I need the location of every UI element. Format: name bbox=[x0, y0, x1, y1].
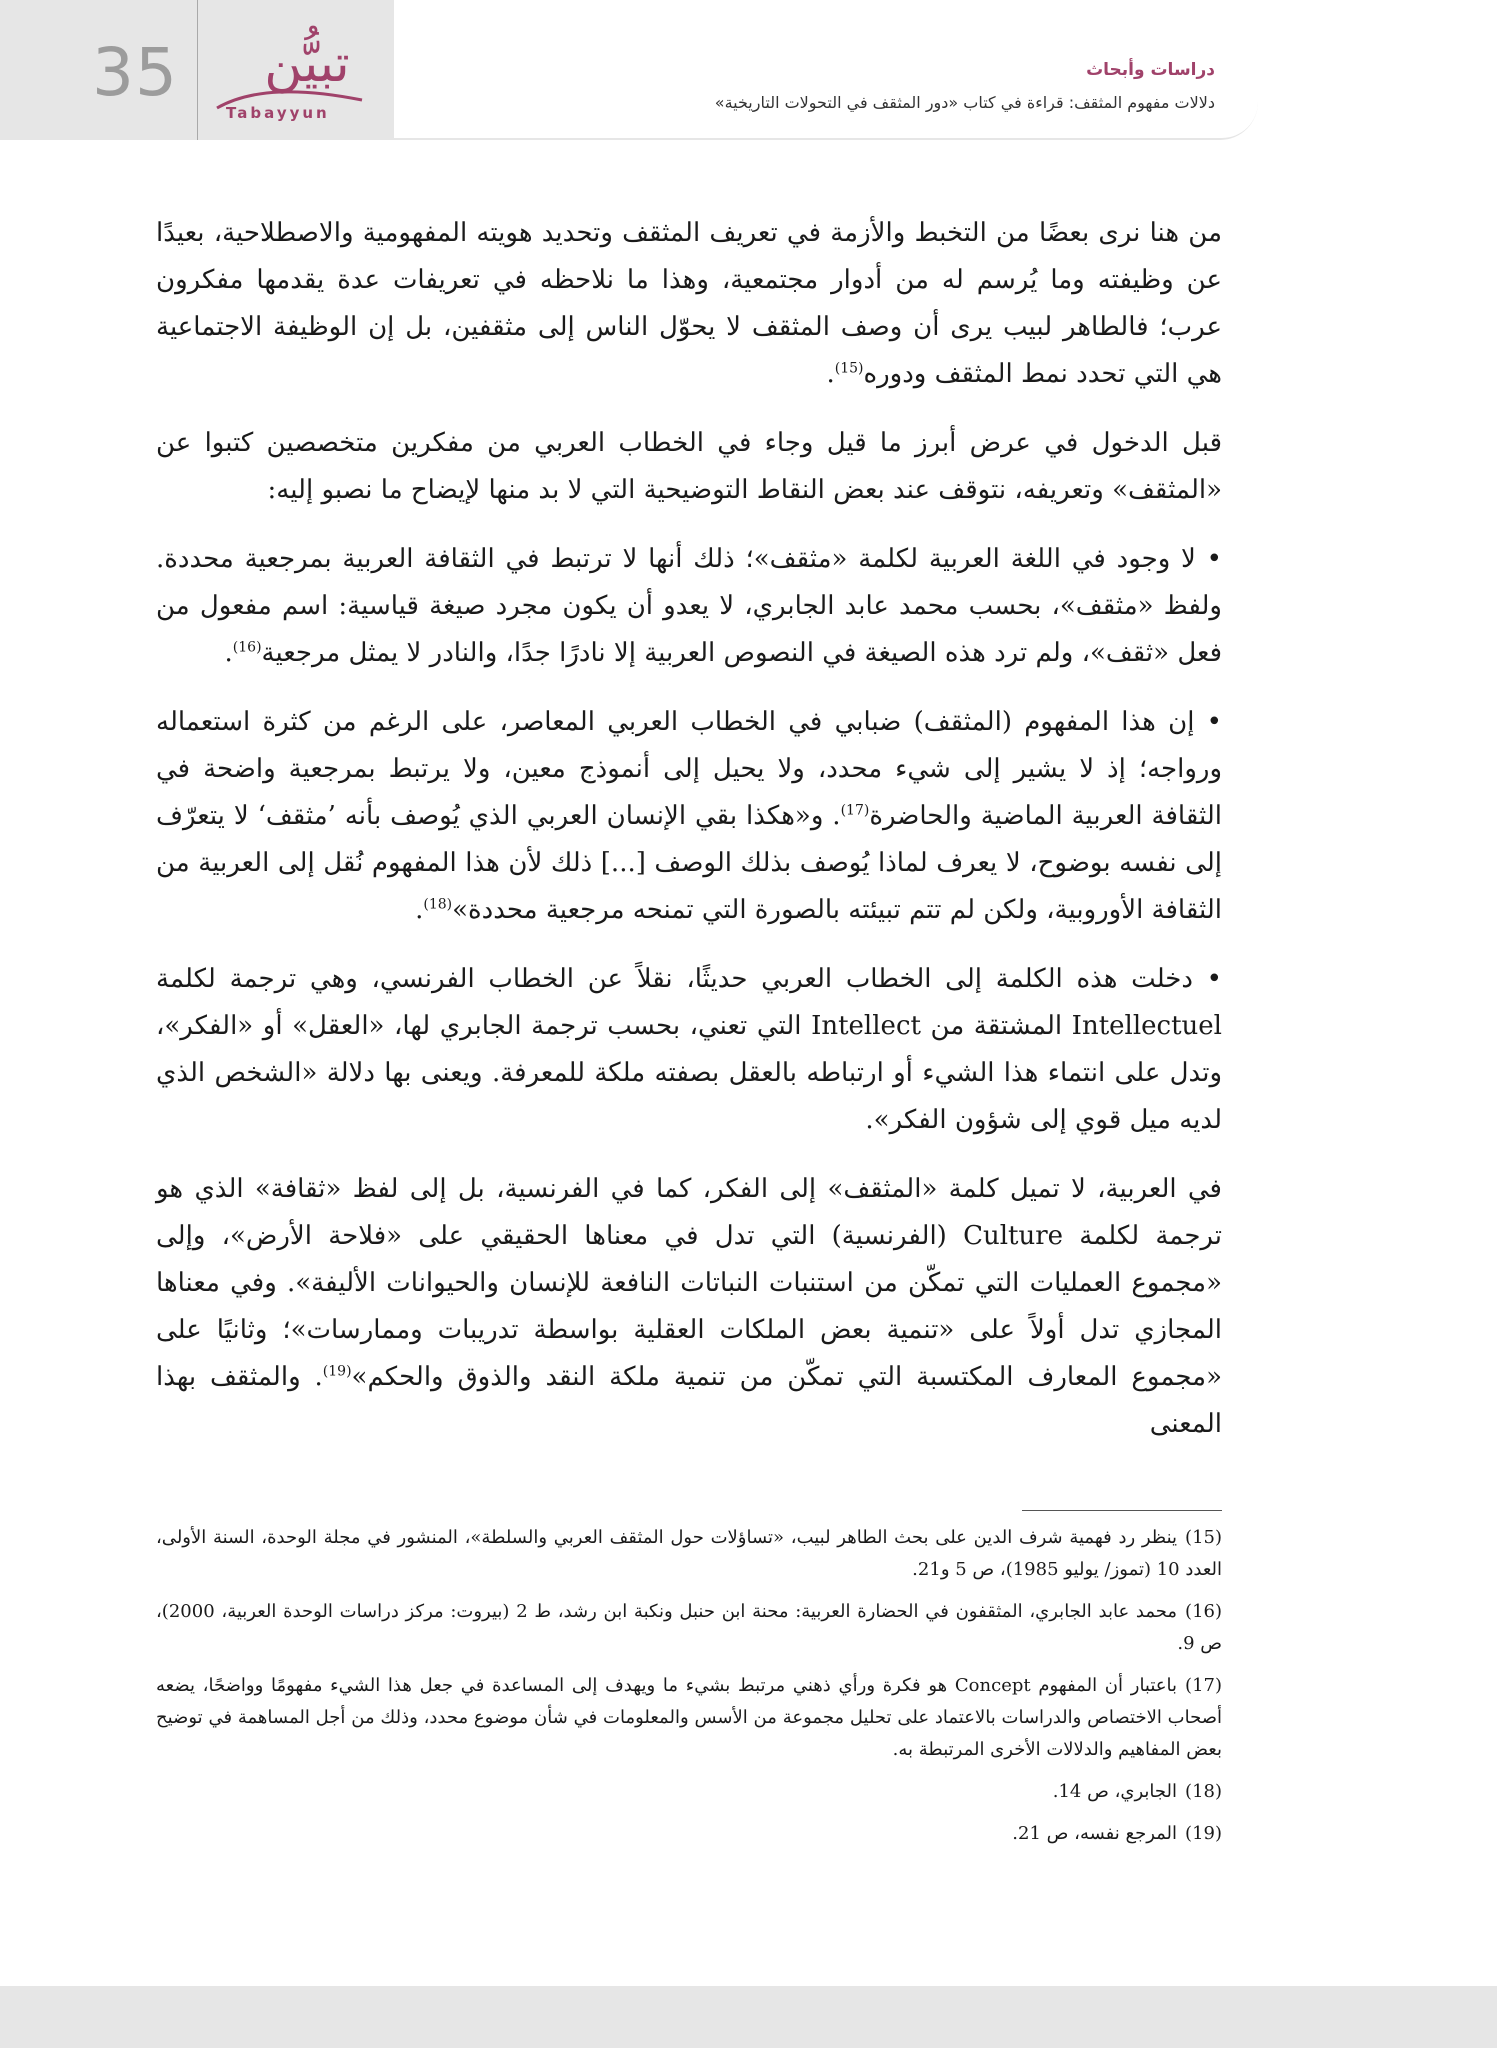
footnote: (19)المرجع نفسه، ص 21. bbox=[1012, 1823, 1222, 1844]
footnote: (15)ينظر رد فهمية شرف الدين على بحث الطاهر لبيب، «تساؤلات حول المثقف العربي والسلطة»، المنشور في مجلة الوحدة، السنة الأولى، العدد 10 (تموز/ يوليو 1985)، ص 5 و21. bbox=[156, 1527, 1222, 1580]
footnote-number: (19) bbox=[1185, 1823, 1222, 1844]
footnote-ref: (16) bbox=[232, 639, 262, 656]
footnote: (16)محمد عابد الجابري، المثقفون في الحضارة العربية: محنة ابن حنبل ونكبة ابن رشد، ط 2 (بيروت: مركز دراسات الوحدة العربية، 2000)، ص 9. bbox=[156, 1601, 1222, 1654]
bullet-paragraph: • لا وجود في اللغة العربية لكلمة «مثقف»؛ ذلك أنها لا ترتبط في الثقافة العربية بمرجعية محددة. ولفظ «مثقف»، بحسب محمد عابد الجابري، لا يعدو أن يكون مجرد صيغة قياسية: اسم مفعول من فعل «ثقف»، ولم ترد هذه الصيغة في النصوص العربية إلا نادرًا جدًا، والنادر لا يمثل مرجعية$^{(16)}$. bbox=[156, 544, 1222, 668]
footnotes bbox=[156, 1522, 1222, 1860]
footnote-separator bbox=[1022, 1510, 1222, 1511]
footnote-ref: (19) bbox=[322, 1363, 352, 1380]
footnote-number: (16) bbox=[1185, 1601, 1222, 1622]
footnote-number: (15) bbox=[1185, 1527, 1222, 1548]
footnote-ref: (18) bbox=[423, 896, 453, 913]
article-body bbox=[156, 210, 1222, 1470]
footnote: (18)الجابري، ص 14. bbox=[1052, 1781, 1222, 1802]
footnote-number: (18) bbox=[1185, 1781, 1222, 1802]
bullet-paragraph: • دخلت هذه الكلمة إلى الخطاب العربي حديثًا، نقلاً عن الخطاب الفرنسي، وهي ترجمة لكلمة Intellectuel المشتقة من Intellect التي تعني، بحسب ترجمة الجابري لها، «العقل» أو «الفكر»، وتدل على انتماء هذا الشيء أو ارتباطه بالعقل بصفته ملكة للمعرفة. ويعنى بها دلالة «الشخص الذي لديه ميل قوي إلى شؤون الفكر». bbox=[156, 964, 1222, 1135]
footnote-ref: (17) bbox=[840, 802, 870, 819]
paragraph: من هنا نرى بعضًا من التخبط والأزمة في تعريف المثقف وتحديد هويته المفهومية والاصطلاحية، بعيدًا عن وظيفته وما يُرسم له من أدوار مجتمعية، وهذا ما نلاحظه في تعريفات عدة يقدمها مفكرون عرب؛ فالطاهر لبيب يرى أن وصف المثقف لا يحوّل الناس إلى مثقفين، بل إن الوظيفة الاجتماعية هي التي تحدد نمط المثقف ودوره$^{(15)}$. bbox=[156, 218, 1222, 389]
paragraph: قبل الدخول في عرض أبرز ما قيل وجاء في الخطاب العربي من مفكرين متخصصين كتبوا عن «المثقف» وتعريفه، نتوقف عند بعض النقاط التوضيحية التي لا بد منها لإيضاح ما نصبو إليه: bbox=[156, 428, 1222, 505]
footnote-number: (17) bbox=[1185, 1675, 1222, 1696]
logo-arabic: تبيُّن bbox=[264, 34, 350, 94]
footnote-ref: (15) bbox=[834, 360, 864, 377]
running-title: دلالات مفهوم المثقف: قراءة في كتاب «دور المثقف في التحولات التاريخية» bbox=[714, 93, 1215, 112]
footer-band bbox=[0, 1986, 1497, 2048]
logo-latin: Tabayyun bbox=[226, 104, 330, 122]
bullet-paragraph: • إن هذا المفهوم (المثقف) ضبابي في الخطاب العربي المعاصر، على الرغم من كثرة استعماله ورواجه؛ إذ لا يشير إلى شيء محدد، ولا يحيل إلى أنموذج معين، ولا يرتبط بمرجعية واضحة في الثقافة العربية الماضية والحاضرة$^{(17)}$. و«هكذا بقي الإنسان العربي الذي يُوصف بأنه ’مثقف‘ لا يتعرّف إلى نفسه بوضوح، لا يعرف لماذا يُوصف بذلك الوصف [...] ذلك لأن هذا المفهوم نُقل إلى العربية من الثقافة الأوروبية، ولكن لم تتم تبيئته بالصورة التي تمنحه مرجعية محددة»$^{(18)}$. bbox=[156, 707, 1222, 925]
section-title: دراسات وأبحاث bbox=[1086, 60, 1215, 80]
paragraph: في العربية، لا تميل كلمة «المثقف» إلى الفكر، كما في الفرنسية، بل إلى لفظ «ثقافة» الذي هو ترجمة لكلمة Culture (الفرنسية) التي تدل في معناها الحقيقي على «فلاحة الأرض»، وإلى «مجموع العمليات التي تمكّن من استنبات النباتات النافعة للإنسان والحيوانات الأليفة». وفي معناها المجازي تدل أولاً على «تنمية بعض الملكات العقلية بواسطة تدريبات وممارسات»؛ وثانيًا على «مجموع المعارف المكتسبة التي تمكّن من تنمية ملكة النقد والذوق والحكم»$^{(19)}$. والمثقف بهذا المعنى bbox=[156, 1174, 1222, 1439]
journal-logo bbox=[212, 28, 392, 138]
header-divider bbox=[197, 0, 198, 140]
footnote: (17)باعتبار أن المفهوم Concept هو فكرة ورأي ذهني مرتبط بشيء ما ويهدف إلى المساعدة في جعل هذا الشيء مفهومًا وواضحًا، يضعه أصحاب الاختصاص والدراسات بالاعتماد على تحليل مجموعة من الأسس والمعلومات في شأن موضوع محدد، وذلك من أجل المساهمة في توضيح بعض المفاهيم والدلالات الأخرى المرتبطة به. bbox=[156, 1675, 1222, 1760]
page-number: 35 bbox=[92, 34, 178, 111]
